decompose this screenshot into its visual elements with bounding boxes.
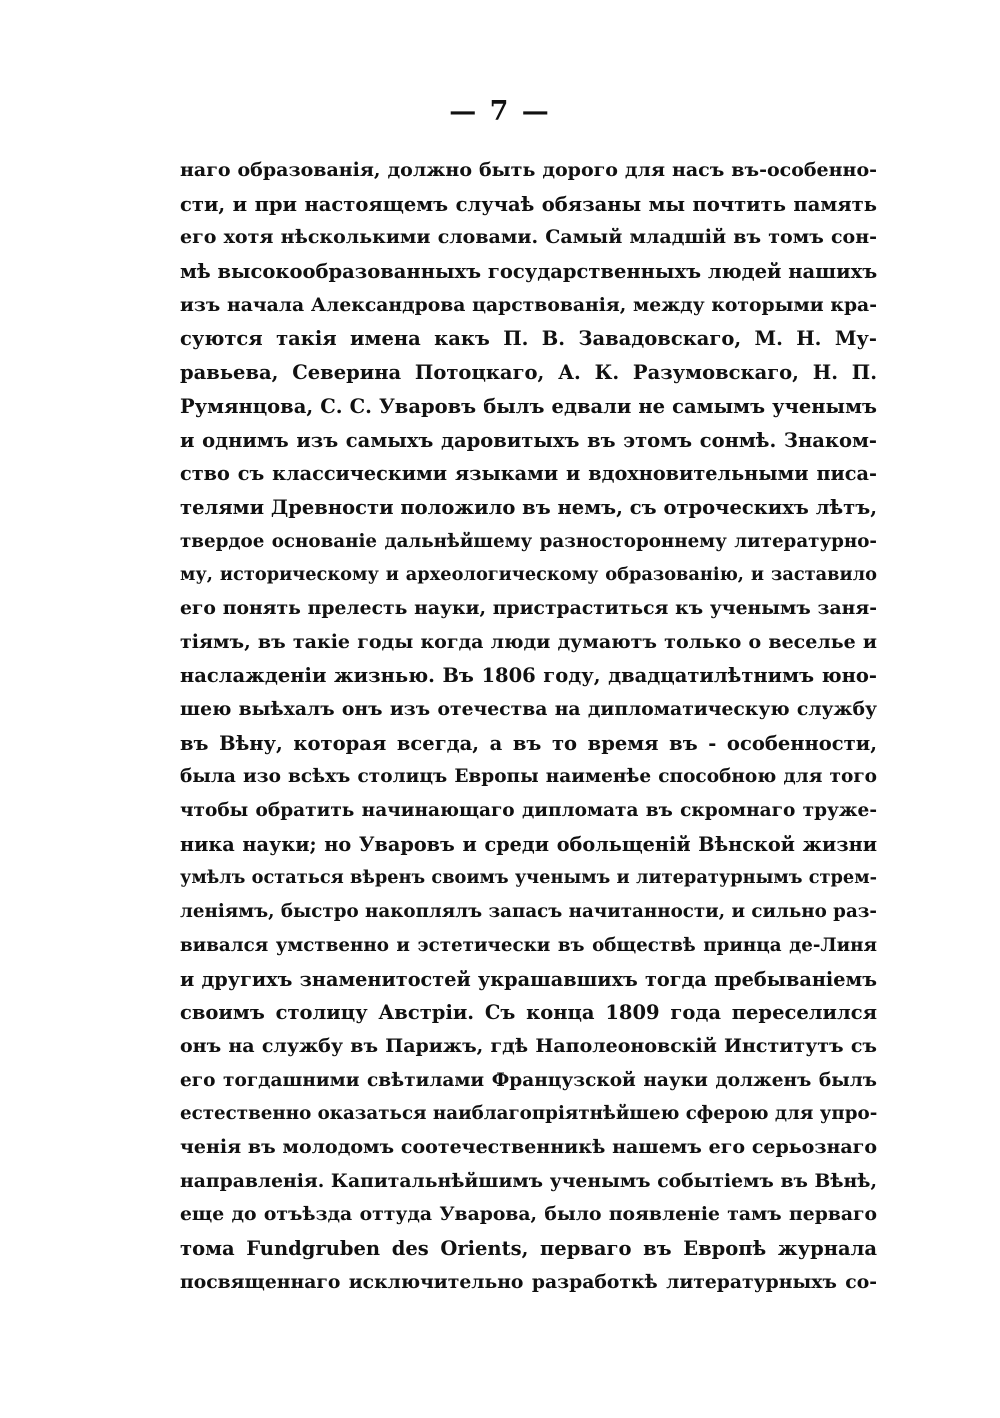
text-line: его тогдашними свѣтилами Французской науки долженъ былъ — [180, 1069, 877, 1091]
text-line: леніямъ, быстро накоплялъ запасъ начитанности, и сильно раз- — [180, 901, 877, 923]
page-number: — 7 — — [449, 96, 551, 127]
text-line: вивался умственно и эстетически въ обществѣ принца де-Линя — [180, 934, 877, 956]
text-line: и однимъ изъ самыхъ даровитыхъ въ этомъ сонмѣ. Знаком- — [180, 428, 877, 452]
text-line: умѣлъ остаться вѣренъ своимъ ученымъ и литературнымъ стрем- — [180, 867, 877, 889]
text-line: суются такія имена какъ П. В. Завадовскаго, М. Н. Му- — [180, 327, 877, 351]
text-line: изъ начала Александрова царствованія, между которыми кра- — [180, 293, 877, 316]
text-line: ство съ классическими языками и вдохновительными писа- — [180, 462, 877, 486]
text-line: ченія въ молодомъ соотечественникѣ нашемъ его серьознаго — [180, 1135, 877, 1158]
text-line: Румянцова, С. С. Уваровъ былъ едвали не самымъ ученымъ — [180, 394, 877, 418]
text-line: была изо всѣхъ столицъ Европы наименѣе способною для того — [180, 766, 877, 788]
text-line: его хотя нѣсколькими словами. Самый младшій въ томъ сон- — [180, 226, 877, 249]
text-line: естественно оказаться наиблагопріятнѣйшею сферою для упро- — [180, 1103, 877, 1125]
text-line: телями Древности положило въ немъ, съ отроческихъ лѣтъ, — [180, 495, 877, 519]
text-line: наслажденіи жизнью. Въ 1806 году, двадцатилѣтнимъ юно- — [180, 664, 877, 688]
text-line: еще до отъѣзда оттуда Уварова, было появленіе тамъ перваго — [180, 1203, 877, 1226]
text-line: направленія. Капитальнѣйшимъ ученымъ событіемъ въ Вѣнѣ, — [180, 1169, 877, 1192]
text-line: его понять прелесть науки, пристраститься къ ученымъ заня- — [180, 596, 877, 619]
body-text — [180, 154, 877, 1299]
text-line: сти, и при настоящемъ случаѣ обязаны мы почтить память — [180, 192, 877, 216]
text-line: тіямъ, въ такіе годы когда люди думаютъ только о веселье и — [180, 630, 877, 653]
text-line: ника науки; но Уваровъ и среди обольщеній Вѣнской жизни — [180, 832, 877, 856]
text-line: онъ на службу въ Парижъ, гдѣ Наполеоновскій Институтъ съ — [180, 1034, 877, 1057]
text-line: чтобы обратить начинающаго дипломата въ скромнаго труже- — [180, 800, 877, 822]
text-line: равьева, Северина Потоцкаго, А. К. Разумовскаго, Н. П. — [180, 361, 877, 385]
text-line: посвященнаго исключительно разработкѣ литературныхъ со- — [180, 1270, 877, 1293]
text-line: твердое основаніе дальнѣйшему разностороннему литературно- — [180, 530, 877, 552]
text-line: и другихъ знаменитостей украшавшихъ тогда пребываніемъ — [180, 967, 877, 991]
text-line: шею выѣхалъ онъ изъ отечества на дипломатическую службу — [180, 698, 877, 720]
text-line: тома Fundgruben des Orients, перваго въ Европѣ журнала — [180, 1237, 877, 1260]
text-line: своимъ столицу Австріи. Съ конца 1809 года переселился — [180, 1001, 877, 1025]
text-line: въ Вѣну, которая всегда, а въ то время въ - особенности, — [180, 731, 877, 755]
text-line: мѣ высокообразованныхъ государственныхъ людей нашихъ — [180, 260, 877, 284]
text-line: наго образованія, должно быть дорого для насъ въ-особенно- — [180, 159, 877, 181]
text-line: му, историческому и археологическому образованію, и заставило — [180, 564, 877, 586]
